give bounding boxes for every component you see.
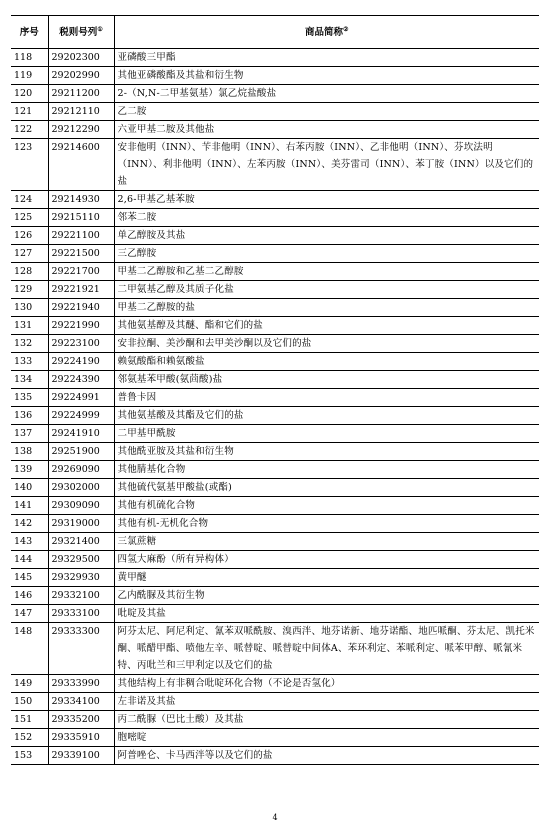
row-seq: 136 [11, 407, 48, 425]
row-seq: 145 [11, 569, 48, 587]
row-name: 甲基二乙醇胺的盐 [114, 299, 539, 317]
table-row [11, 605, 539, 623]
row-code: 29224190 [48, 353, 114, 371]
table-row [11, 299, 539, 317]
row-code: 29321400 [48, 533, 114, 551]
row-name: 阿芬太尼、阿尼利定、氰苯双哌酰胺、溴西泮、地芬诺新、地芬诺酯、地匹哌酮、芬太尼、凯托米酮、哌醋甲酯、喷他左辛、哌替啶、哌替啶中间体A、苯环利定、苯哌利定、哌苯甲醇、哌氰米特、丙吡兰和三甲利定以及它们的盐 [114, 623, 539, 675]
row-seq: 131 [11, 317, 48, 335]
row-name: 2,6-甲基乙基苯胺 [114, 191, 539, 209]
row-seq: 130 [11, 299, 48, 317]
table-row [11, 693, 539, 711]
table-row [11, 49, 539, 67]
table-row [11, 551, 539, 569]
table-row [11, 103, 539, 121]
row-name: 2-（N,N-二甲基氨基）氯乙烷盐酸盐 [114, 85, 539, 103]
row-name: 乙内酰脲及其衍生物 [114, 587, 539, 605]
row-seq: 137 [11, 425, 48, 443]
row-code: 29223100 [48, 335, 114, 353]
header-name-footnote-mark: ② [343, 25, 349, 33]
header-code [48, 16, 114, 49]
table-row [11, 443, 539, 461]
row-seq: 127 [11, 245, 48, 263]
row-seq: 142 [11, 515, 48, 533]
row-code: 29221940 [48, 299, 114, 317]
row-code: 29335200 [48, 711, 114, 729]
row-code: 29202990 [48, 67, 114, 85]
row-seq: 126 [11, 227, 48, 245]
row-code: 29329500 [48, 551, 114, 569]
row-seq: 140 [11, 479, 48, 497]
table-header-row [11, 16, 539, 49]
row-code: 29334100 [48, 693, 114, 711]
table-row [11, 711, 539, 729]
row-seq: 152 [11, 729, 48, 747]
row-name: 其他氨基酸及其酯及它们的盐 [114, 407, 539, 425]
table-row [11, 623, 539, 675]
row-name: 其他氨基醇及其醚、酯和它们的盐 [114, 317, 539, 335]
row-seq: 146 [11, 587, 48, 605]
row-code: 29269090 [48, 461, 114, 479]
tariff-table [11, 15, 539, 765]
row-seq: 128 [11, 263, 48, 281]
table-row [11, 747, 539, 765]
row-name: 二甲基甲酰胺 [114, 425, 539, 443]
row-code: 29251900 [48, 443, 114, 461]
row-name: 六亚甲基二胺及其他盐 [114, 121, 539, 139]
row-name: 四氢大麻酚（所有异构体） [114, 551, 539, 569]
row-code: 29221100 [48, 227, 114, 245]
row-name: 三乙醇胺 [114, 245, 539, 263]
row-name: 吡啶及其盐 [114, 605, 539, 623]
row-code: 29221500 [48, 245, 114, 263]
row-seq: 134 [11, 371, 48, 389]
row-name: 安非他明（INN）、苄非他明（INN）、右苯丙胺（INN）、乙非他明（INN）、芬坎法明（INN）、利非他明（INN）、左苯丙胺（INN）、美芬雷司（INN）、苯丁胺（INN）以及它们的盐 [114, 139, 539, 191]
row-seq: 141 [11, 497, 48, 515]
row-seq: 132 [11, 335, 48, 353]
table-row [11, 407, 539, 425]
row-name: 二甲氨基乙醇及其质子化盐 [114, 281, 539, 299]
table-row [11, 533, 539, 551]
row-code: 29221700 [48, 263, 114, 281]
table-row [11, 67, 539, 85]
table-row [11, 371, 539, 389]
table-row [11, 191, 539, 209]
table-row [11, 209, 539, 227]
table-row [11, 227, 539, 245]
row-code: 29212290 [48, 121, 114, 139]
header-code-label: 税则号列 [59, 26, 98, 38]
table-row [11, 281, 539, 299]
row-name: 黄甲醚 [114, 569, 539, 587]
table-row [11, 121, 539, 139]
row-seq: 144 [11, 551, 48, 569]
row-name: 丙二酰脲（巴比土酸）及其盐 [114, 711, 539, 729]
table-row [11, 587, 539, 605]
row-seq: 129 [11, 281, 48, 299]
table-row [11, 139, 539, 191]
row-code: 29224999 [48, 407, 114, 425]
row-code: 29329930 [48, 569, 114, 587]
row-name: 胞嘧啶 [114, 729, 539, 747]
table-row [11, 245, 539, 263]
header-name-label: 商品简称 [305, 26, 344, 38]
row-code: 29333990 [48, 675, 114, 693]
table-row [11, 85, 539, 103]
row-name: 其他结构上有非稠合吡啶环化合物（不论是否氢化） [114, 675, 539, 693]
table-row [11, 497, 539, 515]
row-code: 29211200 [48, 85, 114, 103]
row-seq: 151 [11, 711, 48, 729]
row-seq: 119 [11, 67, 48, 85]
row-name: 亚磷酸三甲酯 [114, 49, 539, 67]
row-name: 安非拉酮、美沙酮和去甲美沙酮以及它们的盐 [114, 335, 539, 353]
row-code: 29339100 [48, 747, 114, 765]
row-code: 29335910 [48, 729, 114, 747]
row-seq: 123 [11, 139, 48, 191]
row-name: 左非诺及其盐 [114, 693, 539, 711]
row-name: 赖氨酸酯和赖氨酸盐 [114, 353, 539, 371]
row-code: 29221990 [48, 317, 114, 335]
row-name: 其他亚磷酸酯及其盐和衍生物 [114, 67, 539, 85]
header-seq: 序号 [11, 16, 48, 49]
row-code: 29214930 [48, 191, 114, 209]
page-number: 4 [272, 813, 278, 822]
row-name: 单乙醇胺及其盐 [114, 227, 539, 245]
table-row [11, 353, 539, 371]
row-code: 29332100 [48, 587, 114, 605]
row-name: 其他酰亚胺及其盐和衍生物 [114, 443, 539, 461]
row-seq: 122 [11, 121, 48, 139]
header-code-footnote-mark: ① [97, 25, 103, 33]
row-seq: 135 [11, 389, 48, 407]
row-seq: 148 [11, 623, 48, 675]
row-name: 邻氨基苯甲酸(氨茴酸)盐 [114, 371, 539, 389]
row-code: 29224991 [48, 389, 114, 407]
row-code: 29224390 [48, 371, 114, 389]
row-seq: 124 [11, 191, 48, 209]
row-code: 29202300 [48, 49, 114, 67]
row-seq: 125 [11, 209, 48, 227]
row-seq: 153 [11, 747, 48, 765]
row-code: 29302000 [48, 479, 114, 497]
row-seq: 120 [11, 85, 48, 103]
row-seq: 121 [11, 103, 48, 121]
row-name: 甲基二乙醇胺和乙基二乙醇胺 [114, 263, 539, 281]
row-seq: 147 [11, 605, 48, 623]
row-seq: 143 [11, 533, 48, 551]
row-code: 29221921 [48, 281, 114, 299]
row-code: 29241910 [48, 425, 114, 443]
row-code: 29333300 [48, 623, 114, 675]
row-code: 29333100 [48, 605, 114, 623]
row-seq: 138 [11, 443, 48, 461]
row-name: 其他有机-无机化合物 [114, 515, 539, 533]
table-row [11, 461, 539, 479]
table-row [11, 479, 539, 497]
header-name [114, 16, 539, 49]
row-seq: 149 [11, 675, 48, 693]
row-code: 29212110 [48, 103, 114, 121]
row-code: 29215110 [48, 209, 114, 227]
row-code: 29319000 [48, 515, 114, 533]
row-name: 三氯蔗糖 [114, 533, 539, 551]
row-name: 邻苯二胺 [114, 209, 539, 227]
row-code: 29214600 [48, 139, 114, 191]
row-name: 普鲁卡因 [114, 389, 539, 407]
row-name: 乙二胺 [114, 103, 539, 121]
table-row [11, 263, 539, 281]
table-row [11, 317, 539, 335]
row-seq: 133 [11, 353, 48, 371]
row-seq: 139 [11, 461, 48, 479]
table-row [11, 389, 539, 407]
row-code: 29309090 [48, 497, 114, 515]
row-name: 其他腈基化合物 [114, 461, 539, 479]
row-name: 其他有机硫化合物 [114, 497, 539, 515]
table-row [11, 675, 539, 693]
table-row [11, 515, 539, 533]
row-name: 阿普唑仑、卡马西泮等以及它们的盐 [114, 747, 539, 765]
table-row [11, 729, 539, 747]
row-seq: 118 [11, 49, 48, 67]
table-row [11, 569, 539, 587]
table-row [11, 425, 539, 443]
row-name: 其他硫代氨基甲酸盐(或酯) [114, 479, 539, 497]
table-row [11, 335, 539, 353]
row-seq: 150 [11, 693, 48, 711]
